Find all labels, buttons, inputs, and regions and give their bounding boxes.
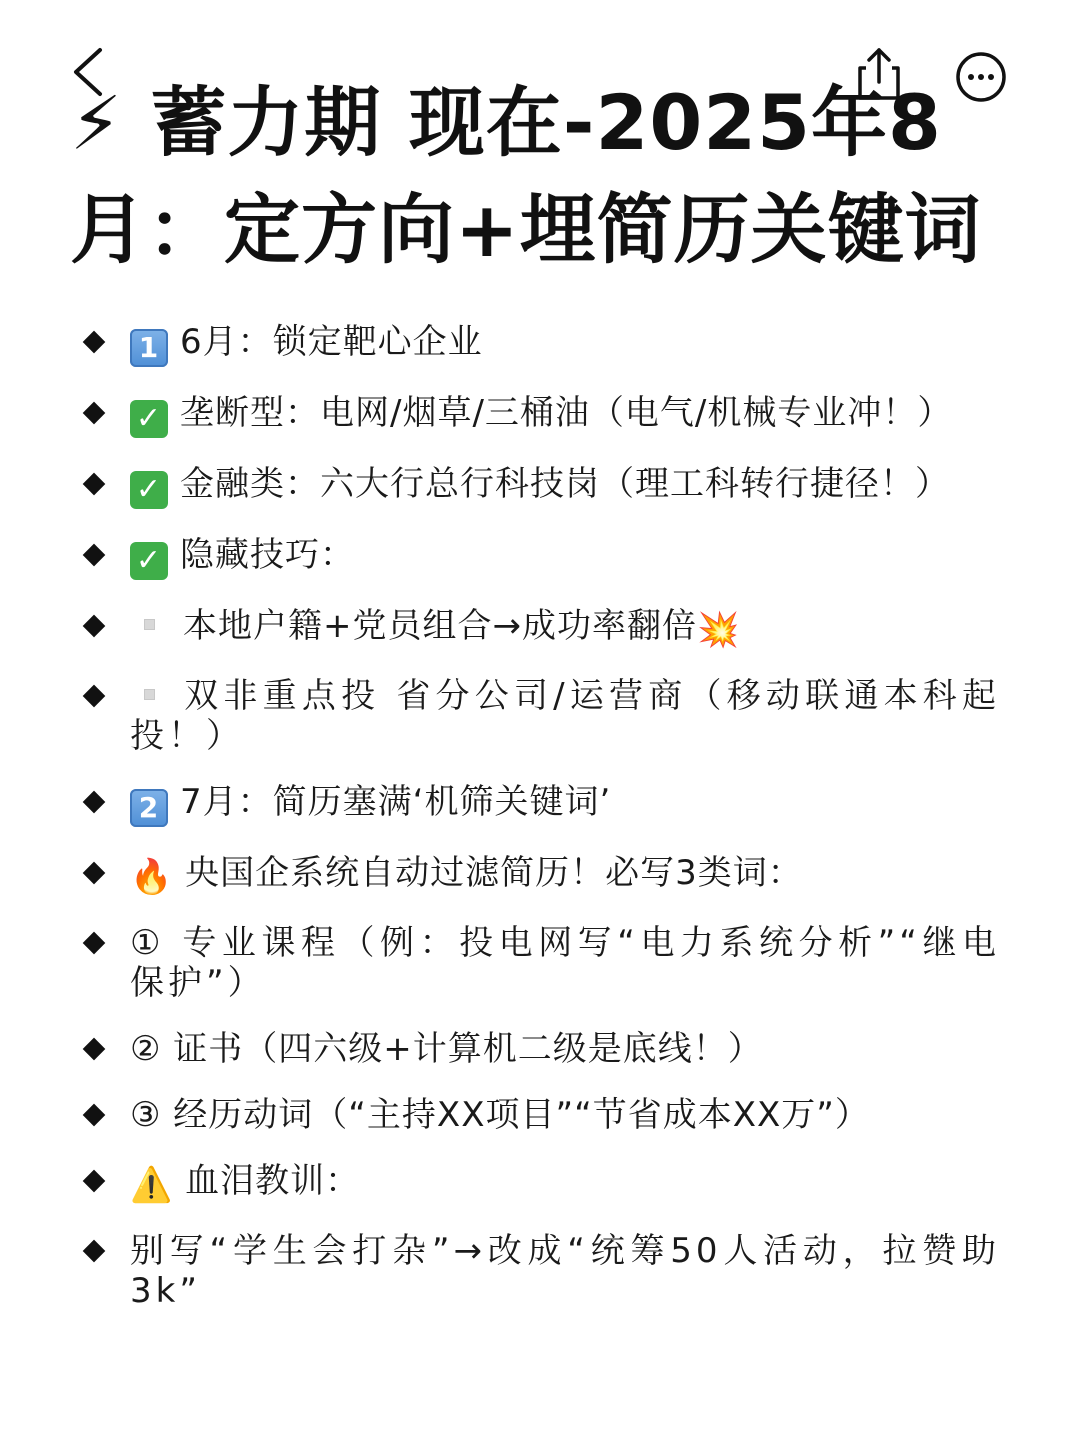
post-title-text: 蓄力期 现在-2025年8月：定方向+埋简历关键词 xyxy=(70,78,982,274)
fire-icon: 🔥 xyxy=(130,857,174,897)
list-item xyxy=(0,1095,1080,1135)
list-item-text: 双非重点投 省分公司/运营商（移动联通本科起投！） xyxy=(130,676,1000,756)
check-mark-icon: ✓ xyxy=(130,400,168,438)
content-list xyxy=(0,322,1080,1337)
list-item xyxy=(0,923,1080,1003)
list-item-text: 隐藏技巧： xyxy=(180,535,355,575)
list-item-text: 垄断型：电网/烟草/三桶油（电气/机械专业冲！） xyxy=(180,393,953,433)
list-item xyxy=(0,1231,1080,1311)
keycap-one-icon: 1 xyxy=(130,329,168,367)
list-item xyxy=(0,853,1080,897)
keycap-two-icon: 2 xyxy=(130,789,168,827)
post-title xyxy=(70,70,1030,283)
list-item xyxy=(0,1161,1080,1205)
list-item xyxy=(0,606,1080,650)
list-item xyxy=(0,782,1080,827)
list-item xyxy=(0,1029,1080,1069)
check-mark-icon: ✓ xyxy=(130,471,168,509)
list-item-text: 本地户籍+党员组合→成功率翻倍 xyxy=(183,606,697,646)
list-item-text: 别写“学生会打杂”→改成“统筹50人活动，拉赞助3k” xyxy=(130,1231,1000,1311)
lightning-icon: ⚡ xyxy=(70,81,123,167)
list-item xyxy=(0,393,1080,438)
list-item xyxy=(0,322,1080,367)
list-item xyxy=(0,464,1080,509)
collision-icon: 💥 xyxy=(696,610,741,650)
warning-icon: ⚠️ xyxy=(130,1165,174,1205)
small-square-icon xyxy=(144,689,155,700)
list-item-text: ① 专业课程（例：投电网写“电力系统分析”“继电保护”） xyxy=(130,923,1000,1003)
list-item-text: 央国企系统自动过滤简历！必写3类词： xyxy=(185,853,803,893)
list-item-text: ③ 经历动词（“主持XX项目”“节省成本XX万”） xyxy=(130,1095,870,1135)
list-item-text: 金融类：六大行总行科技岗（理工科转行捷径！） xyxy=(180,464,950,504)
check-mark-icon: ✓ xyxy=(130,542,168,580)
list-item-text: 6月：锁定靶心企业 xyxy=(180,322,483,362)
small-square-icon xyxy=(144,619,155,630)
list-item-text: 7月：简历塞满‘机筛关键词’ xyxy=(180,782,612,822)
list-item xyxy=(0,676,1080,756)
list-item xyxy=(0,535,1080,580)
list-item-text: 血泪教训： xyxy=(185,1161,361,1201)
list-item-text: ② 证书（四六级+计算机二级是底线！） xyxy=(130,1029,763,1069)
